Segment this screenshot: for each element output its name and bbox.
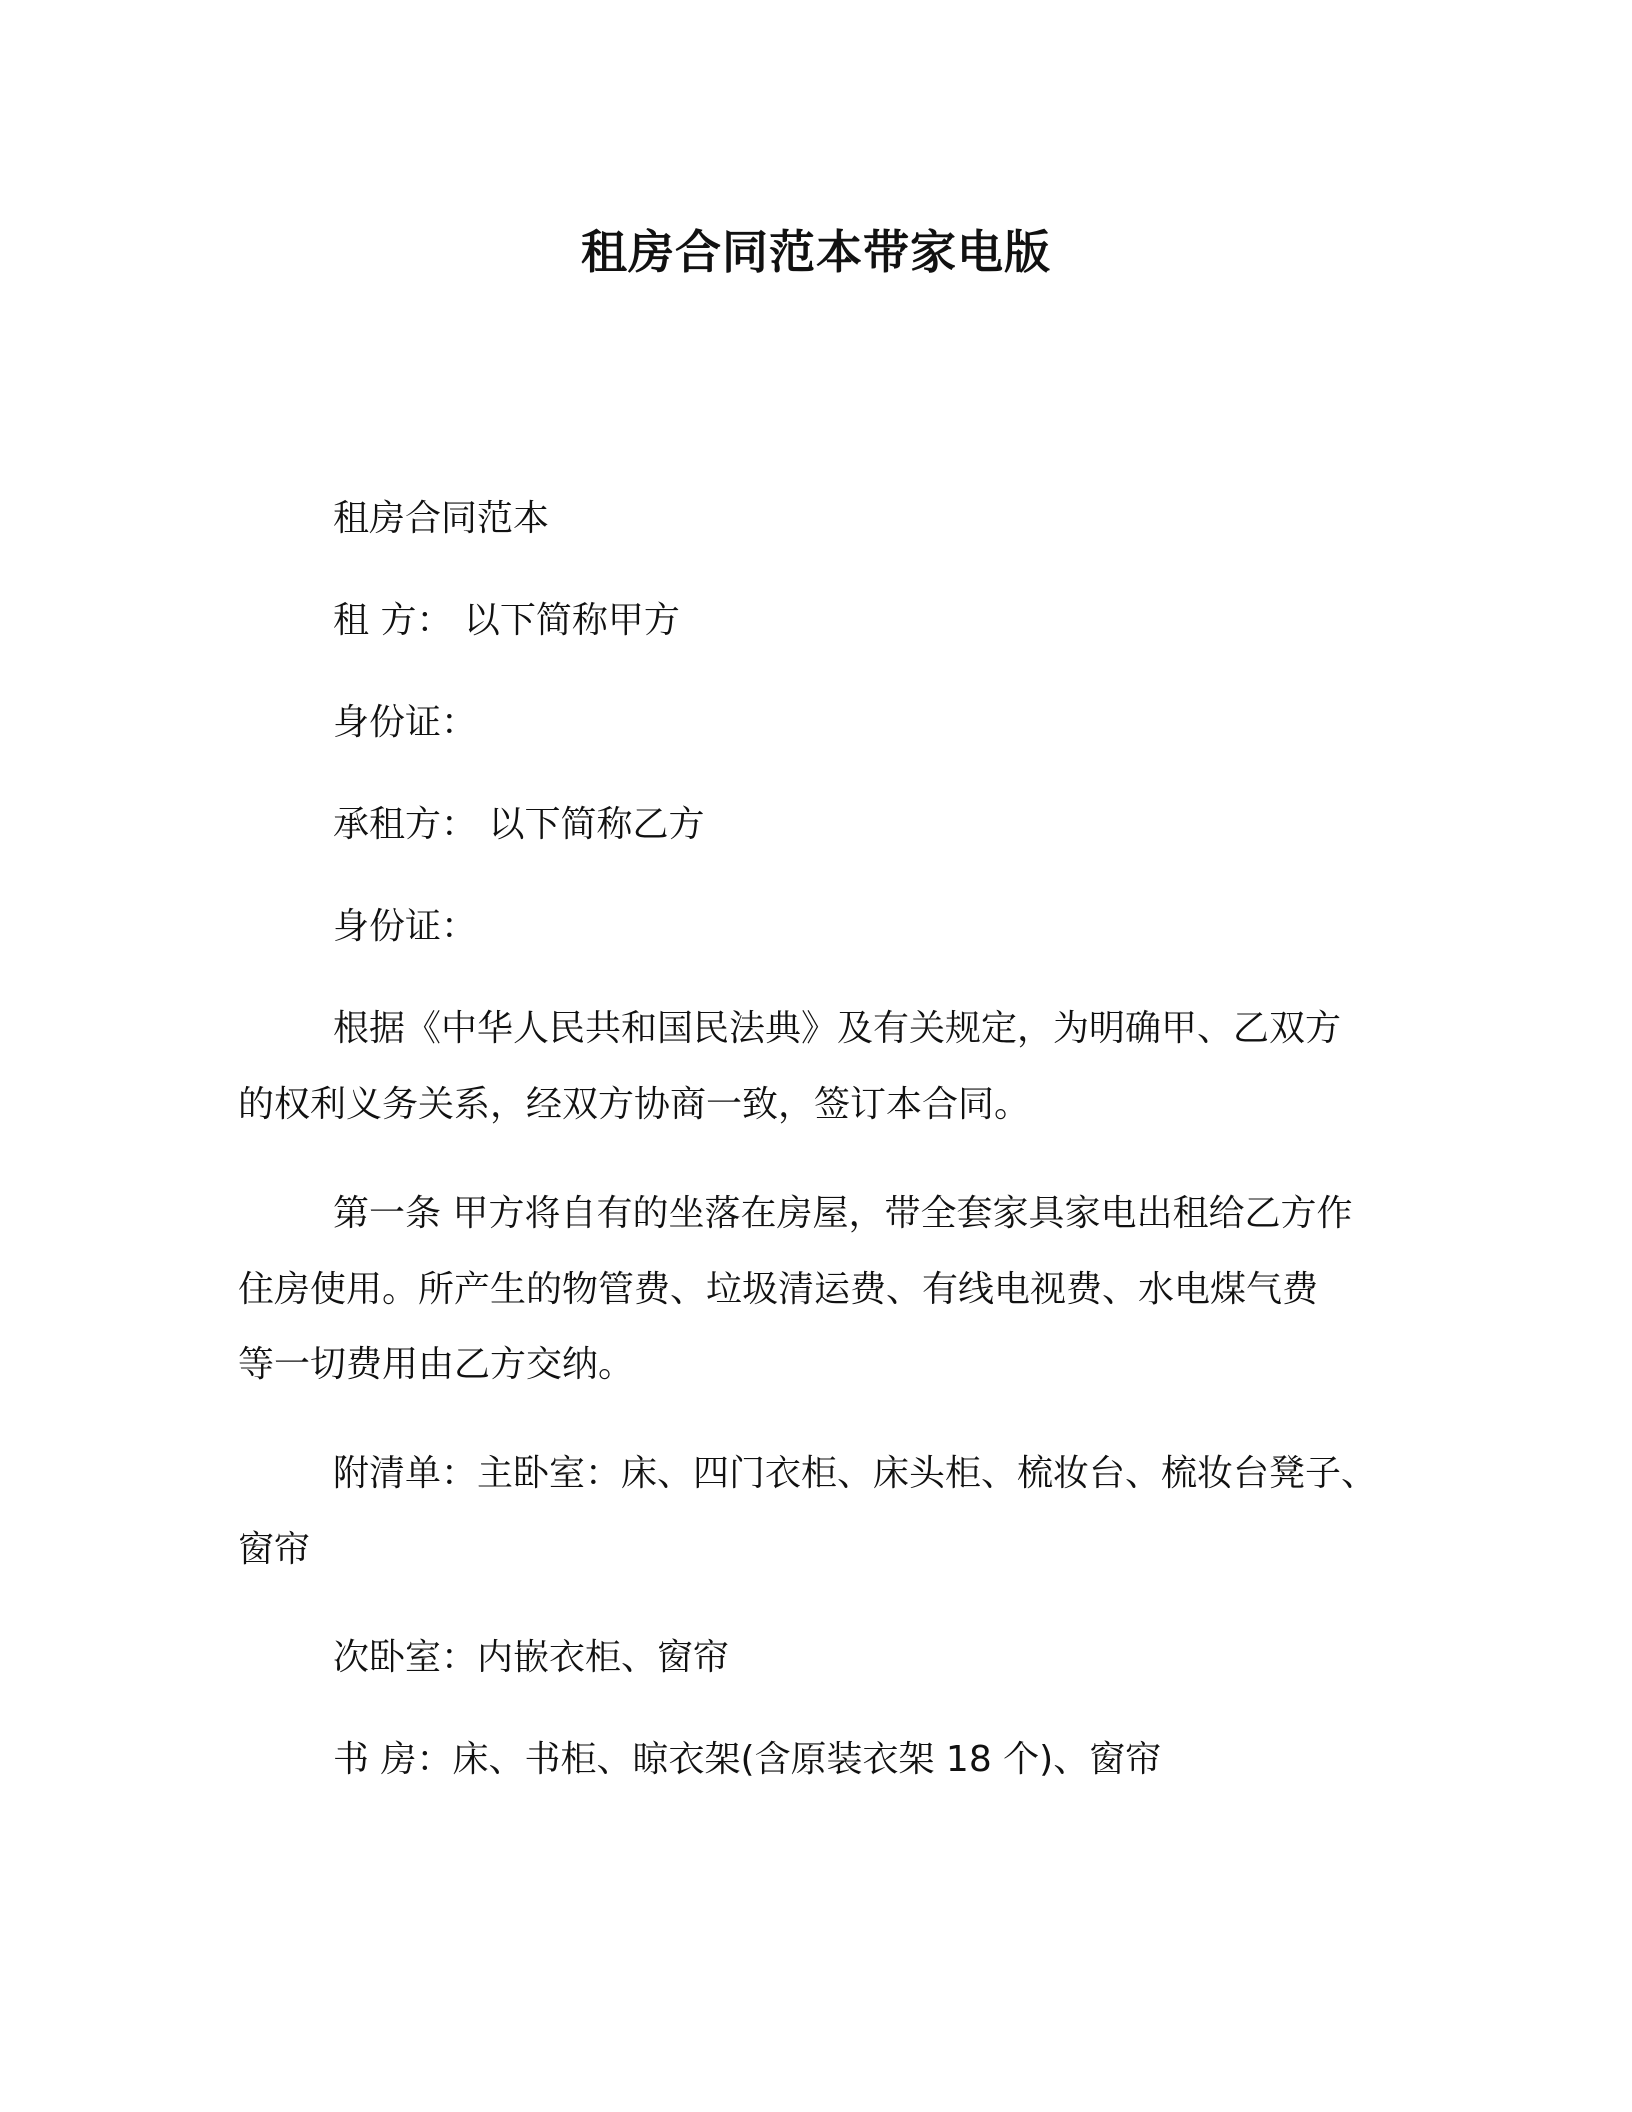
article-1-line-2: 住房使用。所产生的物管费、垃圾清运费、有线电视费、水电煤气费 (238, 1269, 1319, 1310)
document-title: 租房合同范本带家电版 (581, 225, 1051, 279)
preamble-line-1: 根据《中华人民共和国民法典》及有关规定，为明确甲、乙双方 (333, 1008, 1342, 1049)
inventory-line-1: 附清单：主卧室：床、四门衣柜、床头柜、梳妆台、梳妆台凳子、 (333, 1453, 1378, 1494)
lessor-line: 租 方： 以下简称甲方 (333, 600, 680, 641)
article-1-line-3: 等一切费用由乙方交纳。 (238, 1344, 635, 1385)
preamble-line-2: 的权利义务关系，经双方协商一致，签订本合同。 (238, 1084, 1031, 1125)
lessor-id-line: 身份证： (333, 702, 478, 743)
lessee-line: 承租方： 以下简称乙方 (333, 804, 705, 845)
contract-heading: 租房合同范本 (333, 498, 550, 539)
article-1-line-1: 第一条 甲方将自有的坐落在房屋，带全套家具家电出租给乙方作 (333, 1193, 1353, 1234)
study-line: 书 房：床、书柜、晾衣架(含原装衣架 18 个)、窗帘 (333, 1739, 1162, 1780)
lessee-id-line: 身份证： (333, 906, 478, 947)
inventory-line-2: 窗帘 (238, 1529, 311, 1570)
second-bedroom-line: 次卧室：内嵌衣柜、窗帘 (333, 1637, 730, 1678)
